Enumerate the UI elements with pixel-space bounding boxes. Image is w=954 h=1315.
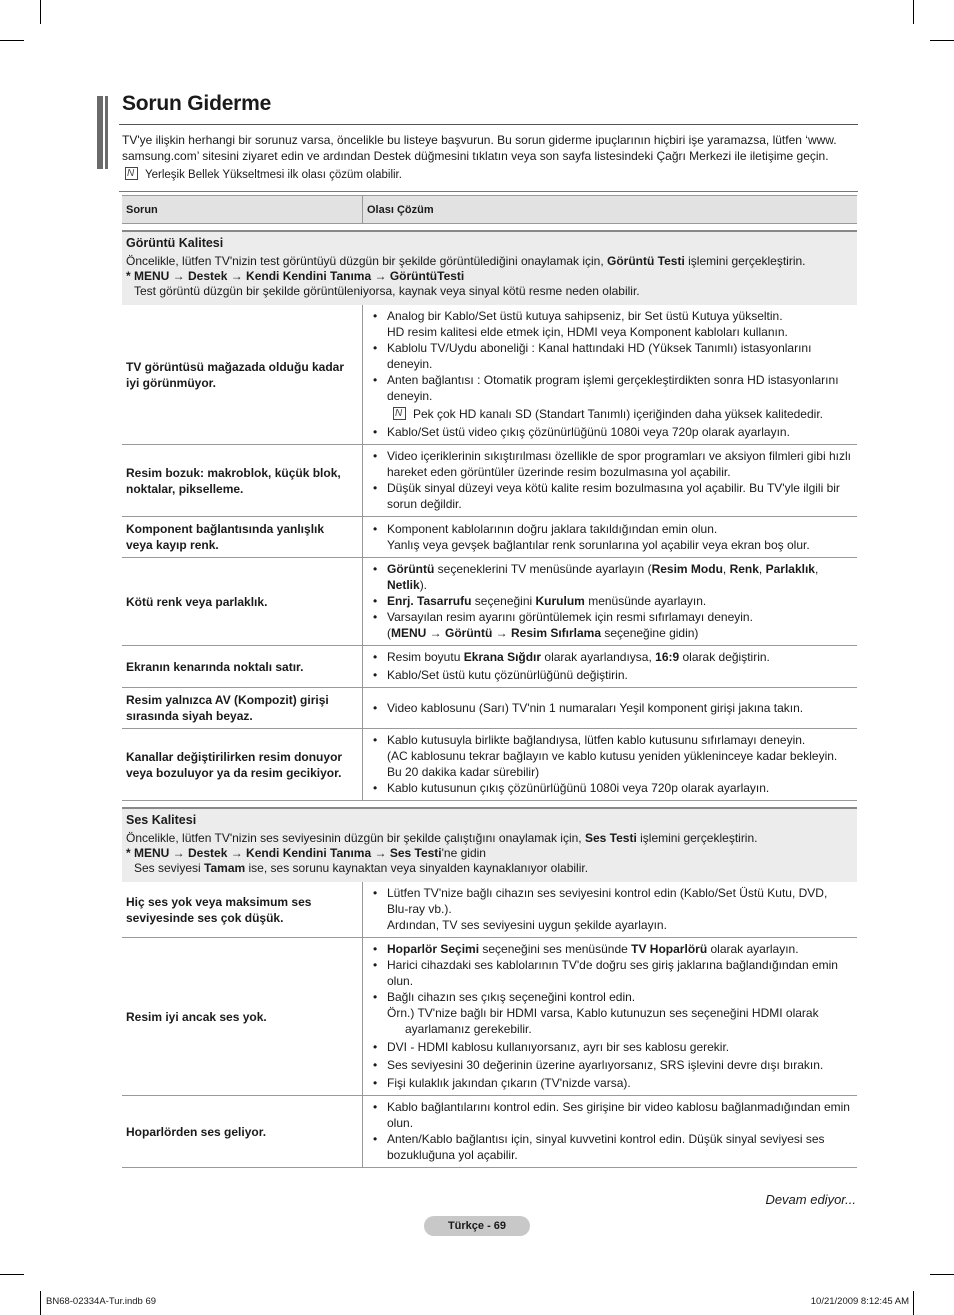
crop-mark	[913, 0, 914, 24]
footer-file: BN68-02334A-Tur.indb 69	[46, 1296, 157, 1307]
table-row	[122, 688, 857, 729]
solution-cell	[363, 646, 858, 688]
page-title: Sorun Giderme	[122, 92, 272, 115]
problem-cell: TV görüntüsü mağazada olduğu kadar iyi görünmüyor.	[122, 305, 363, 445]
table-row	[122, 1096, 857, 1168]
solution-item: • DVI - HDMI kablosu kullanıyorsanız, ayrı bir ses kablosu gerekir.	[373, 1039, 851, 1055]
solution-item: • Anten bağlantısı : Otomatik program işlemi gerçekleştirdikten sonra HD istasyonlarını deneyin.	[373, 372, 851, 404]
solution-cell	[363, 729, 858, 801]
problem-cell: Hoparlörden ses geliyor.	[122, 1096, 363, 1168]
section-title: Görüntü Kalitesi	[126, 236, 224, 250]
solution-item: • Resim boyutu Ekrana Sığdır olarak ayarlandıysa, 16:9 olarak değiştirin.	[373, 649, 851, 665]
solution-item: • Kablolu TV/Uydu aboneliği : Kanal hattındaki HD (Yüksek Tanımlı) istasyonlarını deneyin.	[373, 340, 851, 372]
solution-cell	[363, 445, 858, 517]
solution-note: NPek çok HD kanalı SD (Standart Tanımlı) içeriğinden daha yüksek kalitededir.	[373, 406, 851, 422]
troubleshooting-table	[122, 195, 857, 1168]
solution-item: • Düşük sinyal düzeyi veya kötü kalite resim bozulmasına yol açabilir. Bu TV'yle ilgili bir sorun değildir.	[373, 480, 851, 512]
solution-item: • Kablo kutusunun çıkış çözünürlüğünü 1080i veya 720p olarak ayarlayın.	[373, 780, 851, 796]
crop-mark	[930, 1274, 954, 1275]
solution-item: • Kablo kutusuyla birlikte bağlandıysa, lütfen kablo kutusunu sıfırlamayı deneyin. (AC kablosunu tekrar bağlayın ve kablo kutusu yeniden yükleninceye kadar bekleyin. Bu 20 dakika kadar sürebilir)	[373, 732, 851, 780]
table-row	[122, 445, 857, 517]
crop-mark	[0, 40, 24, 41]
table-row	[122, 882, 857, 938]
problem-cell: Kötü renk veya parlaklık.	[122, 558, 363, 646]
solution-cell	[363, 558, 858, 646]
solution-cell	[363, 938, 858, 1096]
crop-mark	[0, 1274, 24, 1275]
solution-cell	[363, 1096, 858, 1168]
problem-cell: Kanallar değiştirilirken resim donuyor veya bozuluyor ya da resim gecikiyor.	[122, 729, 363, 801]
header-solution: Olası Çözüm	[363, 196, 858, 224]
section-menu-path: * MENU → Destek → Kendi Kendini Tanıma → GörüntüTesti	[126, 269, 465, 283]
intro-line-2: samsung.com’ sitesini ziyaret edin ve ardından Destek düğmesini tıklatın veya son sayfa listesindeki Çağrı Merkezi ile iletişime geçin.	[122, 149, 829, 163]
problem-cell: Ekranın kenarında noktalı satır.	[122, 646, 363, 688]
table-row	[122, 729, 857, 801]
solution-item: • Varsayılan resim ayarını görüntülemek için resmi sıfırlamayı deneyin. (MENU → Görüntü → Resim Sıfırlama seçeneğine gidin)	[373, 609, 851, 641]
solution-item: • Kablo/Set üstü video çıkış çözünürlüğünü 1080i veya 720p olarak ayarlayın.	[373, 424, 851, 440]
continued-label: Devam ediyor...	[765, 1192, 856, 1207]
solution-item: • Ses seviyesini 30 değerinin üzerine ayarlıyorsanız, SRS işlevini devre dışı bırakın.	[373, 1057, 851, 1073]
page-number-badge: Türkçe - 69	[424, 1216, 530, 1236]
table-row	[122, 938, 857, 1096]
solution-item: • Kablo/Set üstü kutu çözünürlüğünü değiştirin.	[373, 667, 851, 683]
solution-item: • Enrj. Tasarrufu seçeneğini Kurulum menüsünde ayarlayın.	[373, 593, 851, 609]
solution-item: • Video kablosunu (Sarı) TV'nin 1 numaraları Yeşil komponent girişi jakına takın.	[373, 700, 851, 716]
solution-item: • Kablo bağlantılarını kontrol edin. Ses girişine bir video kablosu bağlanmadığından emin olun.	[373, 1099, 851, 1131]
solution-item: • Komponent kablolarının doğru jaklara takıldığından emin olun. Yanlış veya gevşek bağlantılar renk sorunlarına yol açabilir veya ekran boş olur.	[373, 521, 851, 553]
solution-item: • Analog bir Kablo/Set üstü kutuya sahipseniz, bir Set üstü Kutuya yükseltin. HD resim kalitesi elde etmek için, HDMI veya Komponent kabloları kullanın.	[373, 308, 851, 340]
intro-note	[125, 167, 860, 183]
solution-cell	[363, 882, 858, 938]
section-picture-quality	[122, 231, 857, 305]
problem-cell: Komponent bağlantısında yanlışlık veya kayıp renk.	[122, 517, 363, 558]
solution-item: • Görüntü seçeneklerini TV menüsünde ayarlayın (Resim Modu, Renk, Parlaklık, Netlik).	[373, 561, 851, 593]
intro-note-text: Yerleşik Bellek Yükseltmesi ilk olası çözüm olabilir.	[145, 169, 402, 181]
crop-mark	[40, 0, 41, 24]
solution-cell	[363, 305, 858, 445]
table-row	[122, 646, 857, 688]
intro-text	[122, 132, 857, 164]
problem-cell: Resim bozuk: makroblok, küçük blok, noktalar, pikselleme.	[122, 445, 363, 517]
heading-bar	[105, 96, 108, 169]
solution-item: • Fişi kulaklık jakından çıkarın (TV'nizde varsa).	[373, 1075, 851, 1091]
crop-mark	[930, 40, 954, 41]
problem-cell: Hiç ses yok veya maksimum ses seviyesinde ses çok düşük.	[122, 882, 363, 938]
table-row	[122, 517, 857, 558]
section-line: Öncelikle, lütfen TV'nizin test görüntüyü düzgün bir şekilde görüntülediğini onaylamak için, Görüntü Testi işlemini gerçekleştirin.	[126, 254, 806, 268]
crop-mark	[913, 1291, 914, 1315]
solution-item: • Video içeriklerinin sıkıştırılması özellikle de spor programları ve aksiyon filmleri gibi hızlı hareket eden görüntüler üzerinde resim bozulmasına yol açabilir.	[373, 448, 851, 480]
section-line: Ses seviyesi Tamam ise, ses sorunu kaynaktan veya sinyalden kaynaklanıyor olabilir.	[134, 861, 589, 875]
note-icon	[125, 167, 138, 180]
solution-item: • Bağlı cihazın ses çıkış seçeneğini kontrol edin. Örn.) TV'nize bağlı bir HDMI varsa, Kablo kutunuzun ses seçeneğini HDMI olarak ayarlamanız gerekebilir.	[373, 989, 851, 1037]
section-line: Test görüntü düzgün bir şekilde görüntüleniyorsa, kaynak veya sinyal kötü resme neden olabilir.	[134, 284, 640, 298]
section-line: Öncelikle, lütfen TV'nizin ses seviyesinin düzgün bir şekilde çalıştığını onaylamak için, Ses Testi işlemini gerçekleştirin.	[126, 831, 758, 845]
problem-cell: Resim yalnızca AV (Kompozit) girişi sırasında siyah beyaz.	[122, 688, 363, 729]
problem-cell: Resim iyi ancak ses yok.	[122, 938, 363, 1096]
solution-cell	[363, 688, 858, 729]
section-sound-quality	[122, 808, 857, 882]
heading-bar	[97, 96, 103, 169]
section-menu-path: * MENU → Destek → Kendi Kendini Tanıma → Ses Testi'ne gidin	[126, 846, 486, 860]
section-title: Ses Kalitesi	[126, 813, 197, 827]
table-header	[122, 196, 857, 224]
solution-item: • Harici cihazdaki ses kablolarının TV'de doğru ses giriş jaklarına bağlandığından emin olun.	[373, 957, 851, 989]
footer-datetime: 10/21/2009 8:12:45 AM	[810, 1296, 909, 1307]
solution-item: • Hoparlör Seçimi seçeneğini ses menüsünde TV Hoparlörü olarak ayarlayın.	[373, 941, 851, 957]
solution-cell	[363, 517, 858, 558]
solution-item: • Anten/Kablo bağlantısı için, sinyal kuvvetini kontrol edin. Düşük sinyal seviyesi ses bozukluğuna yol açabilir.	[373, 1131, 851, 1163]
solution-item: • Lütfen TV'nize bağlı cihazın ses seviyesini kontrol edin (Kablo/Set Üstü Kutu, DVD, Blu-ray vb.). Ardından, TV ses seviyesini uygun şekilde ayarlayın.	[373, 885, 851, 933]
table-row	[122, 305, 857, 445]
title-divider	[119, 124, 858, 125]
note-icon	[393, 407, 406, 420]
crop-mark	[40, 1291, 41, 1315]
section-divider	[119, 191, 858, 192]
header-problem: Sorun	[122, 196, 363, 224]
intro-line-1: TV'ye ilişkin herhangi bir sorunuz varsa, öncelikle bu listeye başvurun. Bu sorun giderme ipuçlarının hiçbiri işe yaramazsa, lütfen ‘www.	[122, 133, 837, 147]
table-row	[122, 558, 857, 646]
